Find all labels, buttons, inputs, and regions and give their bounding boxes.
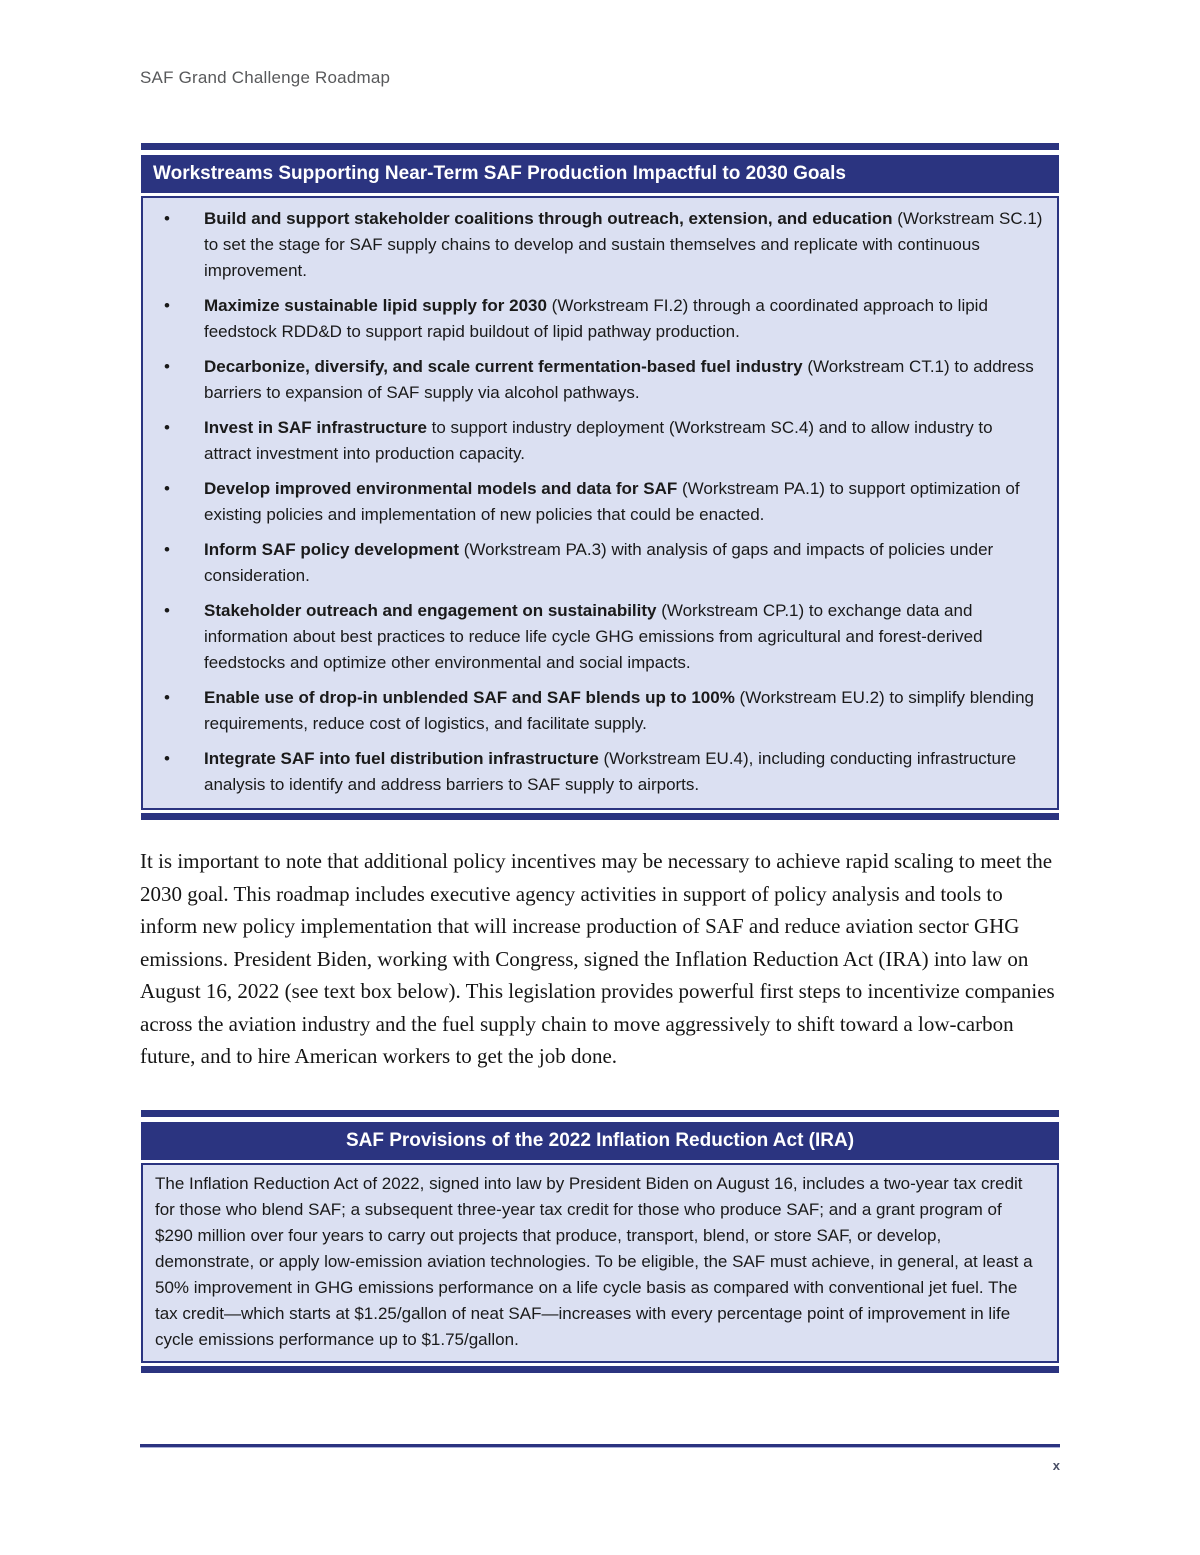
box-top-rule [141, 1110, 1059, 1117]
workstream-item-detail: (Workstream CT.1) to address barriers to expansion of SAF supply via alcohol pathways. [204, 357, 1034, 402]
workstream-item-detail: (Workstream PA.1) to support optimization of existing policies and implementation of new policies that could be enacted. [204, 479, 1020, 524]
workstream-item-lead: Inform SAF policy development [204, 540, 460, 559]
running-header: SAF Grand Challenge Roadmap [140, 68, 391, 87]
workstream-item-detail: (Workstream EU.2) to simplify blending requirements, reduce cost of logistics, and facilitate supply. [204, 688, 1034, 733]
body-paragraph: It is important to note that additional policy incentives may be necessary to achieve rapid scaling to meet the 2030 goal. This roadmap includes executive agency activities in support of policy analysis and tools to inform new policy implementation that will increase production of SAF and reduce aviation sector GHG emissions. President Biden, working with Congress, signed the Inflation Reduction Act (IRA) into law on August 16, 2022 (see text box below). This legislation provides powerful first steps to incentivize companies across the aviation industry and the fuel supply chain to move aggressively to shift toward a low-carbon future, and to hire American workers to get the job done. [140, 849, 1055, 1068]
ira-box [141, 1110, 1059, 1373]
workstream-item [143, 537, 1043, 589]
workstream-item-lead: Decarbonize, diversify, and scale current fermentation-based fuel industry [204, 357, 803, 376]
workstream-item [143, 598, 1043, 676]
page-number: x [1052, 1458, 1060, 1473]
workstream-item-detail: to support industry deployment (Workstream SC.4) and to allow industry to attract investment into production capacity. [204, 418, 993, 463]
workstream-item [143, 415, 1043, 467]
workstream-item-lead: Invest in SAF infrastructure [204, 418, 427, 437]
workstream-item [143, 293, 1043, 345]
workstream-item-lead: Integrate SAF into fuel distribution infrastructure [204, 749, 599, 768]
ira-box-body [141, 1163, 1059, 1363]
workstream-item-detail: (Workstream EU.4), including conducting infrastructure analysis to identify and address barriers to SAF supply to airports. [204, 749, 1017, 794]
workstream-item [143, 206, 1043, 284]
workstream-item-detail: (Workstream FI.2) through a coordinated approach to lipid feedstock RDD&D to support rapid buildout of lipid pathway production. [204, 296, 988, 341]
workstream-item-lead: Maximize sustainable lipid supply for 2030 [204, 296, 547, 315]
workstream-item-detail: (Workstream PA.3) with analysis of gaps and impacts of policies under consideration. [204, 540, 994, 585]
workstreams-box-body [141, 196, 1059, 810]
workstream-item-detail: (Workstream CP.1) to exchange data and information about best practices to reduce life cycle GHG emissions from agricultural and forest-derived feedstocks and optimize other environmental and social impacts. [204, 601, 983, 672]
workstream-item-lead: Stakeholder outreach and engagement on sustainability [204, 601, 657, 620]
workstream-item [143, 354, 1043, 406]
workstreams-box-title: Workstreams Supporting Near-Term SAF Production Impactful to 2030 Goals [141, 155, 1059, 193]
workstream-item-lead: Enable use of drop-in unblended SAF and SAF blends up to 100% [204, 688, 735, 707]
workstreams-box [141, 143, 1059, 820]
workstream-item [143, 685, 1043, 737]
ira-box-text: The Inflation Reduction Act of 2022, signed into law by President Biden on August 16, includes a two-year tax credit for those who blend SAF; a subsequent three-year tax credit for those who produce SAF; and a grant program of $290 million over four years to carry out projects that produce, transport, blend, or store SAF, or develop, demonstrate, or apply low-emission aviation technologies. To be eligible, the SAF must achieve, in general, at least a 50% improvement in GHG emissions performance on a life cycle basis as compared with conventional jet fuel. The tax credit—which starts at $1.25/gallon of neat SAF—increases with every percentage point of improvement in life cycle emissions performance up to $1.75/gallon. [155, 1174, 1033, 1349]
ira-box-title: SAF Provisions of the 2022 Inflation Reduction Act (IRA) [141, 1122, 1059, 1160]
box-bottom-rule [141, 813, 1059, 820]
box-top-rule [141, 143, 1059, 150]
box-bottom-rule [141, 1366, 1059, 1373]
workstream-item [143, 476, 1043, 528]
workstream-item [143, 746, 1043, 798]
workstream-item-lead: Develop improved environmental models and data for SAF [204, 479, 678, 498]
workstream-list [143, 198, 1057, 808]
workstream-item-lead: Build and support stakeholder coalitions through outreach, extension, and education [204, 209, 893, 228]
footer-rule [140, 1444, 1060, 1448]
workstream-item-detail: (Workstream SC.1) to set the stage for SAF supply chains to develop and sustain themselves and replicate with continuous improvement. [204, 209, 1043, 280]
